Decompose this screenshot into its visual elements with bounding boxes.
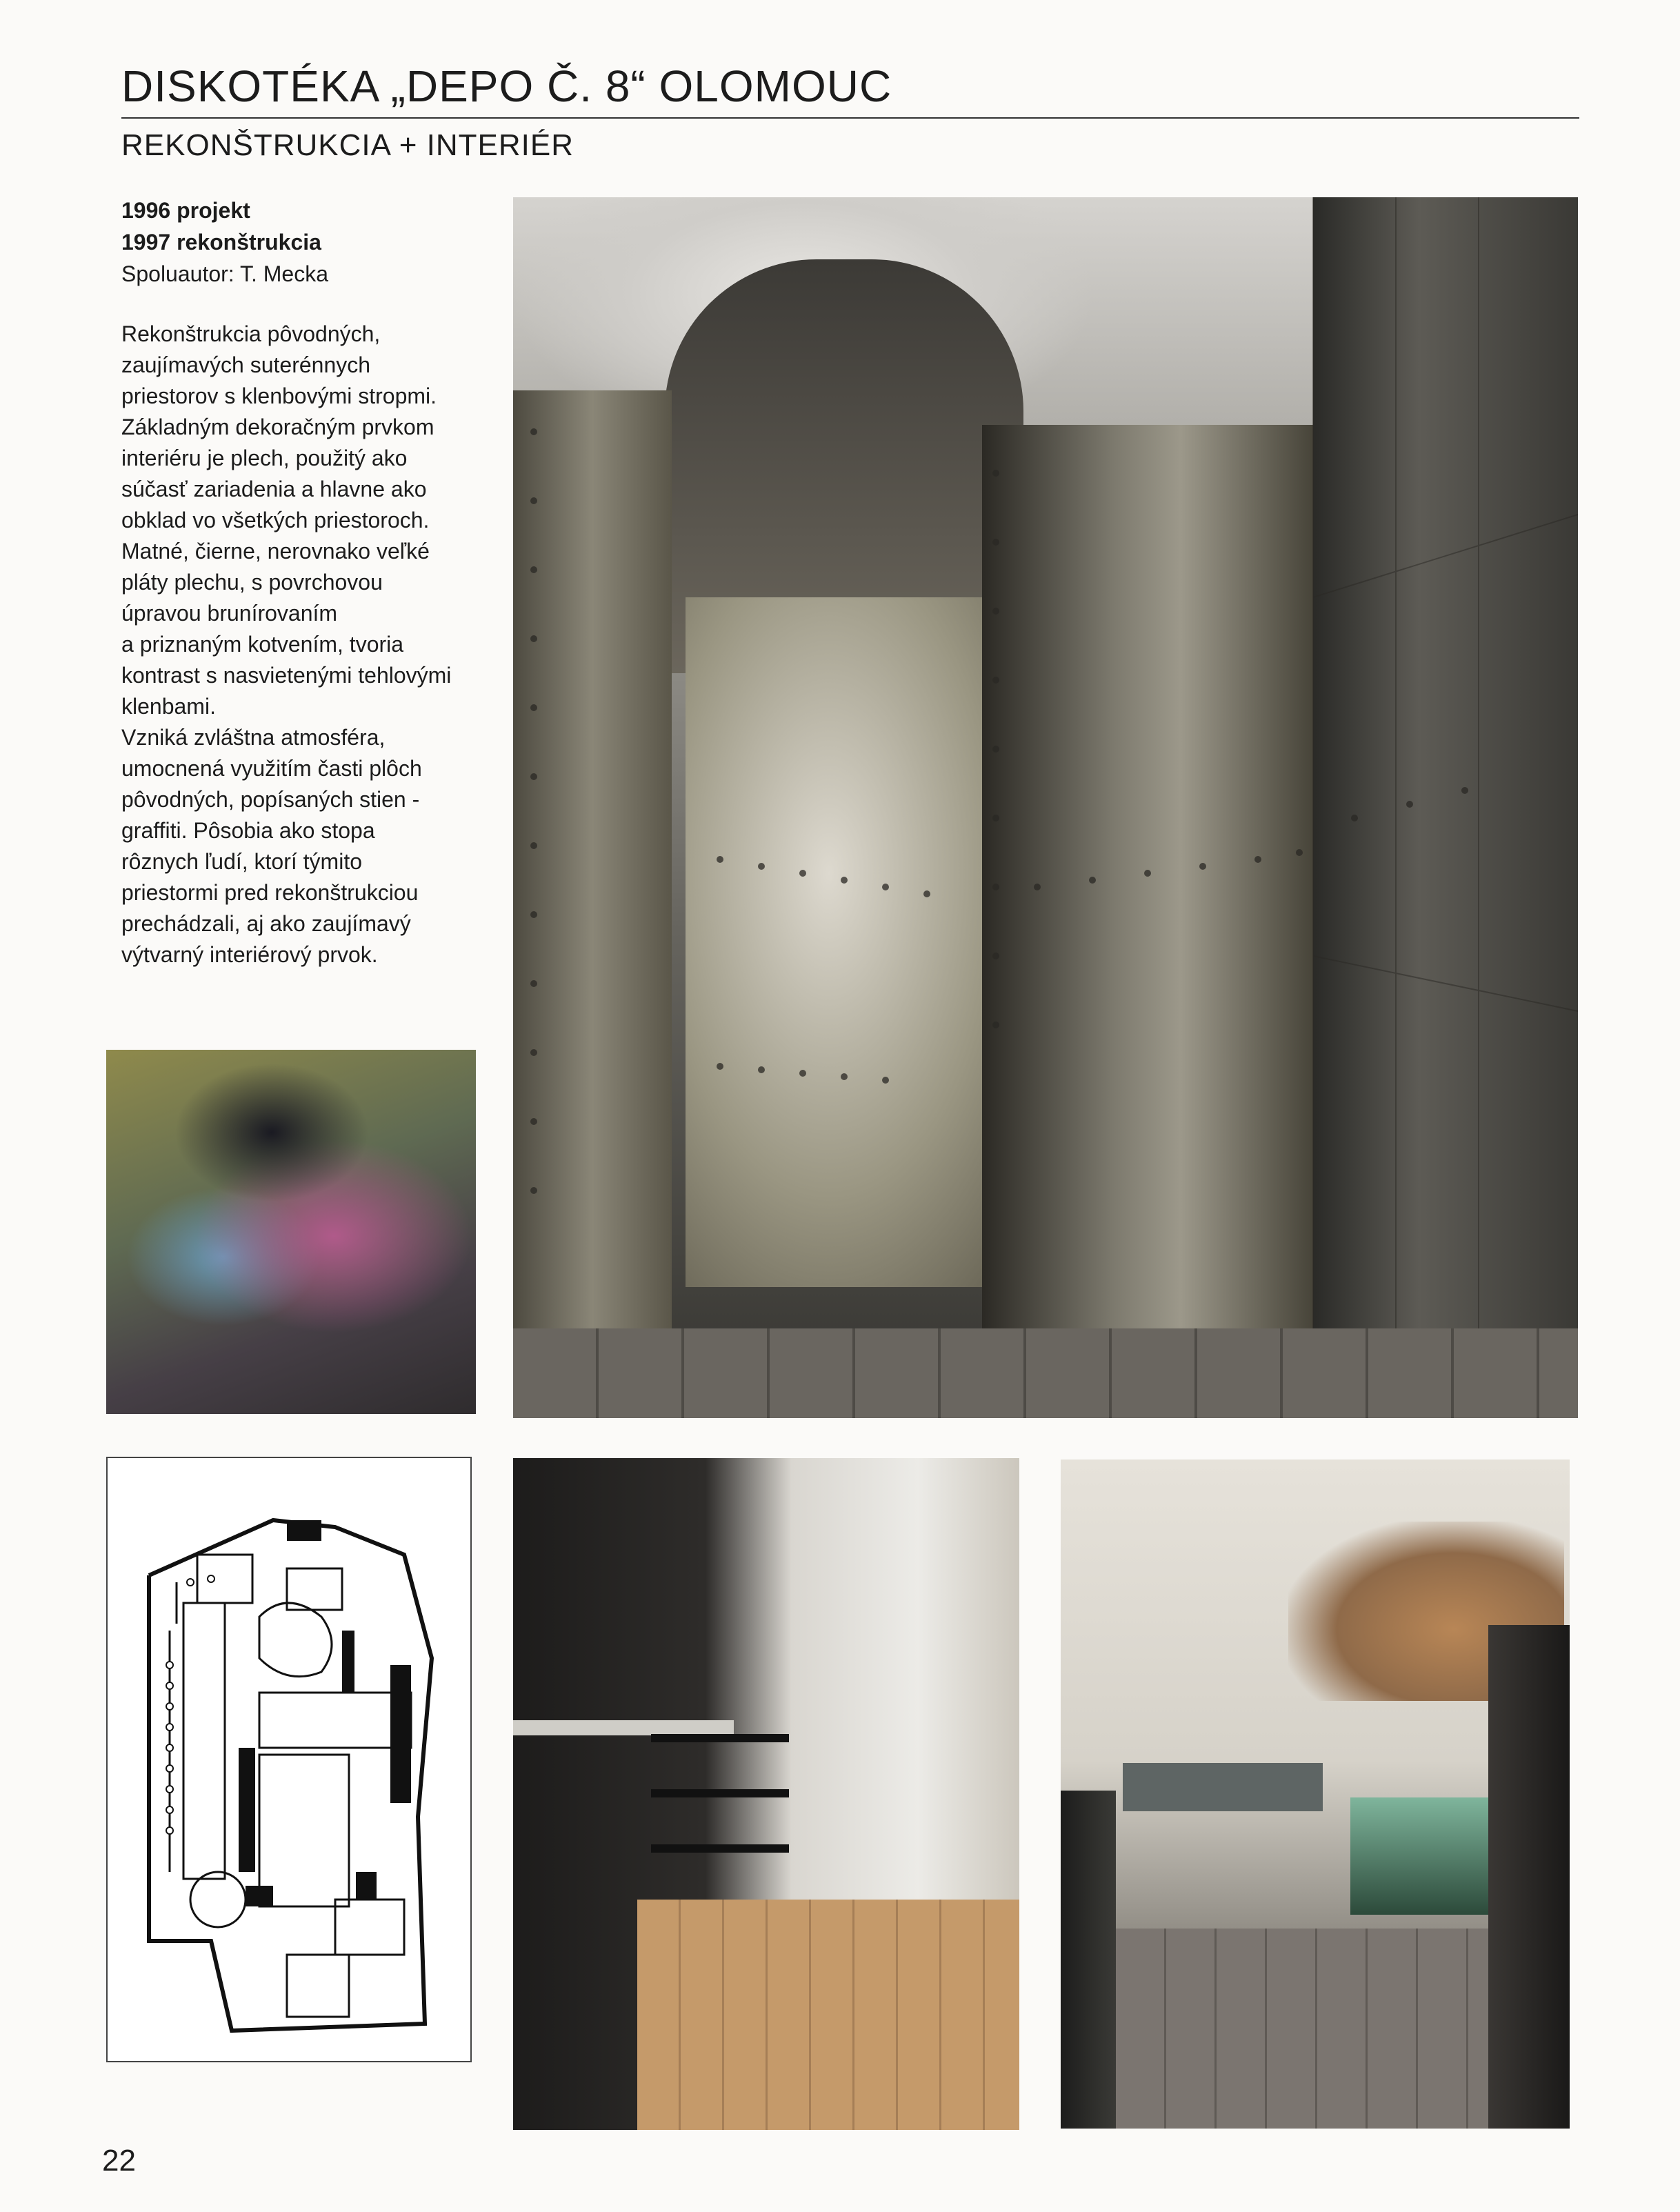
- body-line: pláty plechu, s povrchovou: [121, 570, 383, 595]
- body-line: zaujímavých suterénnych: [121, 352, 371, 377]
- body-line: súčasť zariadenia a hlavne ako: [121, 477, 427, 501]
- reconstruction-year: 1997 rekonštrukcia: [121, 230, 321, 255]
- title-divider: [121, 117, 1579, 119]
- metal-door-right: [1488, 1625, 1570, 2129]
- floor-plan-lines: [108, 1458, 470, 2061]
- body-line: úpravou brunírovaním: [121, 601, 338, 626]
- metal-door-left: [1061, 1791, 1116, 2129]
- bar-counter: [513, 1720, 734, 1735]
- body-line: kontrast s nasvietenými tehlovými: [121, 663, 452, 688]
- body-line: klenbami.: [121, 694, 216, 719]
- body-line: umocnená využitím časti plôch: [121, 756, 422, 781]
- vaulted-corridor-photo: [1061, 1459, 1570, 2129]
- floor-plan-drawing: [106, 1457, 472, 2062]
- body-line: Základným dekoračným prvkom: [121, 415, 434, 439]
- body-line: obklad vo všetkých priestoroch.: [121, 508, 430, 532]
- body-line: priestormi pred rekonštrukciou: [121, 880, 419, 905]
- bar-counter-photo: [513, 1458, 1019, 2130]
- main-photo-metal-panels: [513, 197, 1578, 1418]
- coauthor: Spoluautor: T. Mecka: [121, 261, 329, 286]
- body-line: priestorov s klenbovými stropmi.: [121, 383, 437, 408]
- page-title: DISKOTÉKA „DEPO Č. 8“ OLOMOUC: [121, 61, 892, 111]
- body-line: výtvarný interiérový prvok.: [121, 942, 378, 967]
- description-text: [121, 319, 487, 970]
- body-line: Rekonštrukcia pôvodných,: [121, 321, 381, 346]
- page-subtitle: REKONŠTRUKCIA + INTERIÉR: [121, 128, 574, 162]
- graffiti-wall-photo: [106, 1050, 476, 1414]
- body-line: Matné, čierne, nerovnako veľké: [121, 539, 430, 564]
- body-line: prechádzali, aj ako zaujímavý: [121, 911, 411, 936]
- wall-band: [1123, 1763, 1323, 1811]
- project-meta: [121, 195, 328, 290]
- project-year: 1996 projekt: [121, 198, 250, 223]
- lit-bar-area: [1350, 1797, 1488, 1915]
- body-line: pôvodných, popísaných stien -: [121, 787, 420, 812]
- page-number: 22: [102, 2144, 136, 2178]
- body-line: Vzniká zvláštna atmosféra,: [121, 725, 386, 750]
- rivets-overlay: [513, 197, 1578, 1418]
- body-line: rôznych ľudí, ktorí týmito: [121, 849, 362, 874]
- body-line: a priznaným kotvením, tvoria: [121, 632, 404, 657]
- body-line: interiéru je plech, použitý ako: [121, 446, 408, 470]
- body-line: graffiti. Pôsobia ako stopa: [121, 818, 375, 843]
- tiled-floor: [1116, 1929, 1488, 2129]
- tiled-floor: [637, 1900, 1019, 2130]
